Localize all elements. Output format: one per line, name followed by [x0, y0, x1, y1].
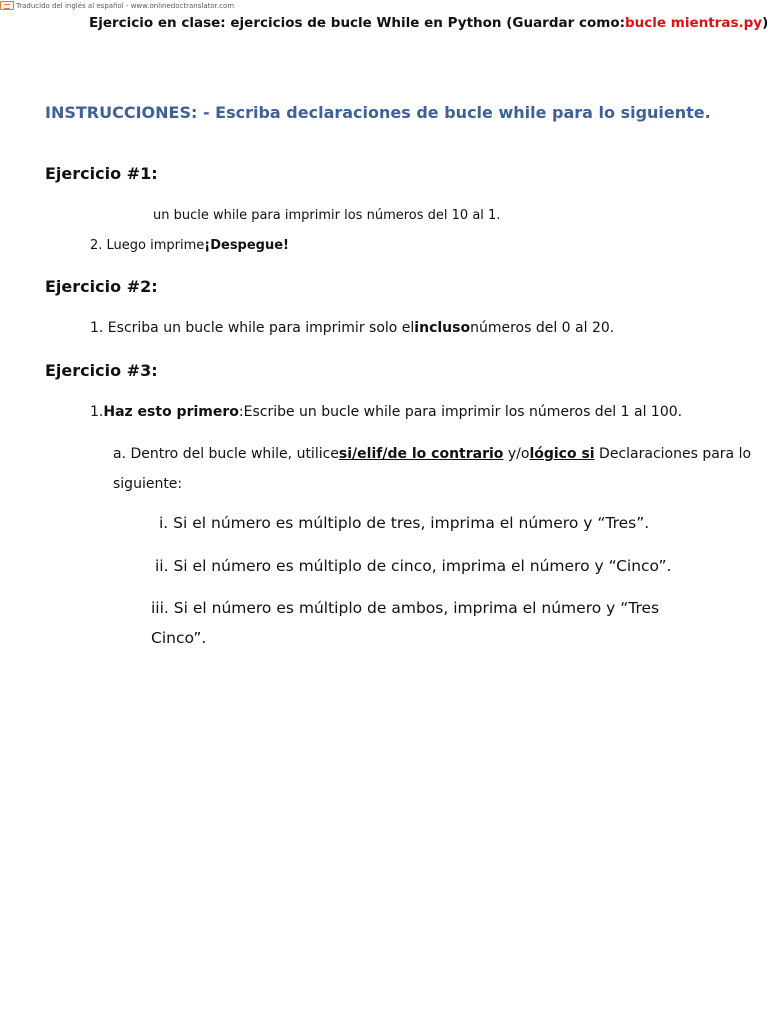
- exercise-1-heading: Ejercicio #1:: [45, 164, 158, 183]
- item-ii: ii. Si el número es múltiplo de cinco, imprima el número y “Cinco”.: [155, 557, 672, 575]
- liftoff-text: ¡Despegue!: [204, 238, 289, 253]
- document-title: [89, 15, 768, 31]
- exercise-3-line-rest: :Escribe un bucle while para imprimir los números del 1 al 100.: [238, 404, 683, 420]
- do-this-first-text: Haz esto primero: [103, 404, 239, 420]
- instructions-heading: INSTRUCCIONES: - Escriba declaraciones de bucle while para lo siguiente.: [45, 103, 711, 122]
- translator-logo-icon: [0, 1, 14, 10]
- sub-a-middle: y/o: [503, 446, 530, 462]
- title-prefix: Ejercicio en clase: ejercicios de bucle While en Python (Guardar como:: [89, 15, 625, 31]
- logical-if-keyword: lógico si: [529, 446, 595, 462]
- even-keyword: incluso: [414, 320, 471, 336]
- exercise-1-line-2: [90, 238, 289, 253]
- item-iii-line-2: Cinco”.: [151, 629, 207, 647]
- exercise-3-sub-a: [113, 446, 751, 462]
- if-elif-else-keyword: si/elif/de lo contrario: [338, 446, 504, 462]
- translator-banner[interactable]: [0, 0, 234, 11]
- exercise-2-line-suffix: números del 0 al 20.: [470, 320, 615, 336]
- exercise-2-heading: Ejercicio #2:: [45, 277, 158, 296]
- sub-a-suffix: Declaraciones para lo: [594, 446, 752, 462]
- exercise-2-line: [90, 320, 614, 336]
- exercise-1-line-2-text: 2. Luego imprime: [90, 238, 205, 253]
- title-suffix: ): [762, 15, 768, 31]
- exercise-1-line-1: un bucle while para imprimir los números del 10 al 1.: [153, 208, 501, 223]
- exercise-3-line-number: 1.: [90, 404, 104, 420]
- sub-a-prefix: a. Dentro del bucle while, utilice: [113, 446, 339, 462]
- exercise-3-line: [90, 404, 682, 420]
- item-i: i. Si el número es múltiplo de tres, imprima el número y “Tres”.: [159, 514, 650, 532]
- item-iii-line-1: iii. Si el número es múltiplo de ambos, imprima el número y “Tres: [151, 599, 660, 617]
- banner-text: Traducido del inglés al español - www.onlinedoctranslator.com: [16, 1, 235, 10]
- exercise-2-line-prefix: 1. Escriba un bucle while para imprimir solo el: [90, 320, 415, 336]
- exercise-3-heading: Ejercicio #3:: [45, 361, 158, 380]
- exercise-3-sub-a-continuation: siguiente:: [113, 476, 183, 492]
- title-filename: bucle mientras.py: [625, 15, 763, 31]
